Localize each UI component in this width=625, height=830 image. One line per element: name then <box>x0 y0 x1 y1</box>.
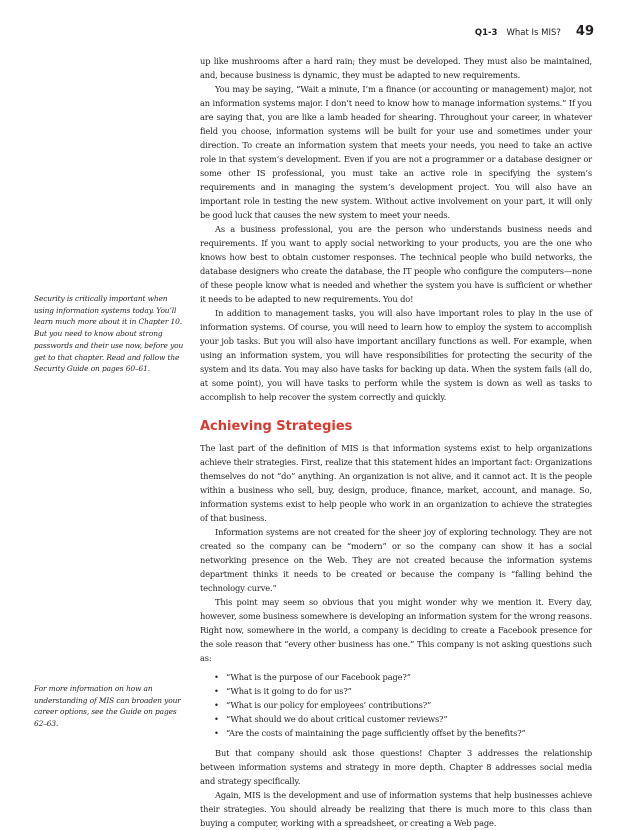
paragraph: In addition to management tasks, you will also have important roles to play in the use of information systems. Of course, you will need to learn how to employ the system to accomplish your job tasks. But you will also have important ancillary functions as well. For example, when using an information system, you will have responsibilities for protecting the security of the system and its data. You may also have tasks for backing up data. When the system fails (all do, at some point), you will have tasks to perform while the system is down as well as tasks to accomplish to help recover the system correctly and quickly. <box>200 308 592 402</box>
page-number: 49 <box>575 24 594 39</box>
paragraph: But that company should ask those questions! Chapter 3 addresses the relationship between information systems and strategy in more depth. Chapter 8 addresses social media and strategy specifically. <box>200 748 592 786</box>
paragraph: As a business professional, you are the person who understands business needs and requirements. If you want to apply social networking to your products, you are the one who knows how best to obtain customer responses. The technical people who build networks, the database designers who create the database, the IT people who configure the computers—none of these people know what is needed and whether the system you have is sufficient or whether it needs to be adapted to new requirements. You do! <box>200 224 592 304</box>
running-header <box>475 24 594 39</box>
list-item: • “What is the purpose of our Facebook page?” <box>214 670 592 684</box>
paragraph: This point may seem so obvious that you might wonder why we mention it. Every day, however, some business somewhere is developing an information system for the wrong reasons. Right now, somewhere in the world, a company is deciding to create a Facebook presence for the sole reason that “every other business has one.” This company is not asking questions such as: <box>200 597 592 663</box>
paragraph: up like mushrooms after a hard rain; they must be developed. They must also be maintained, and, because business is dynamic, they must be adapted to new requirements. <box>200 56 592 80</box>
section-heading: Achieving Strategies <box>200 419 353 434</box>
question-list <box>200 670 592 740</box>
paragraph: The last part of the definition of MIS is that information systems exist to help organizations achieve their strategies. First, realize that this statement hides an important fact: Organizations themselves do not “do” anything. An organization is not alive, and it cannot act. It is the people within a business who sell, buy, design, produce, finance, market, account, and manage. So, information systems exist to help people who work in an organization to achieve the strategies of that business. <box>200 443 592 523</box>
paragraph: Again, MIS is the development and use of information systems that help businesses achieve their strategies. You should already be realizing that there is much more to this class than buying a computer, working with a spreadsheet, or creating a Web page. <box>200 790 592 828</box>
body-text <box>200 54 592 830</box>
section-number: Q1-3 <box>474 28 498 38</box>
list-item: • “What should we do about critical customer reviews?” <box>214 712 592 726</box>
section-title: What Is MIS? <box>506 28 561 38</box>
paragraph: Information systems are not created for the sheer joy of exploring technology. They are not created so the company can be “modern” or so the company can show it has a social networking presence on the Web. They are not created because the information systems department thinks it needs to be created or because the company is “falling behind the technology curve.” <box>200 527 592 593</box>
list-item: • “What is it going to do for us?” <box>214 684 592 698</box>
list-item: • “What is our policy for employees’ contributions?” <box>214 698 592 712</box>
paragraph: You may be saying, “Wait a minute, I’m a finance (or accounting or management) major, not an information systems major. I don’t need to know how to manage information systems.” If you are saying that, you are like a lamb headed for shearing. Throughout your career, in whatever field you choose, information systems will be built for your use and sometimes under your direction. To create an information system that meets your needs, you need to take an active role in that system’s development. Even if you are not a programmer or a database designer or some other IS professional, you must take an active role in specifying the system’s requirements and in managing the system’s development project. You will also have an important role in testing the new system. Without active involvement on your part, it will only be good luck that causes the new system to meet your needs. <box>200 84 592 220</box>
margin-note-security: Security is critically important when using information systems today. You’ll learn much more about it in Chapter 10. But you need to know about strong passwords and their use now, before you get to that chapter. Read and follow the Security Guide on pages 60–61. <box>34 294 184 374</box>
margin-note-career: For more information on how an understanding of MIS can broaden your career options, see the Guide on pages 62–63. <box>34 684 181 729</box>
list-item: • “Are the costs of maintaining the page sufficiently offset by the benefits?” <box>214 726 592 740</box>
